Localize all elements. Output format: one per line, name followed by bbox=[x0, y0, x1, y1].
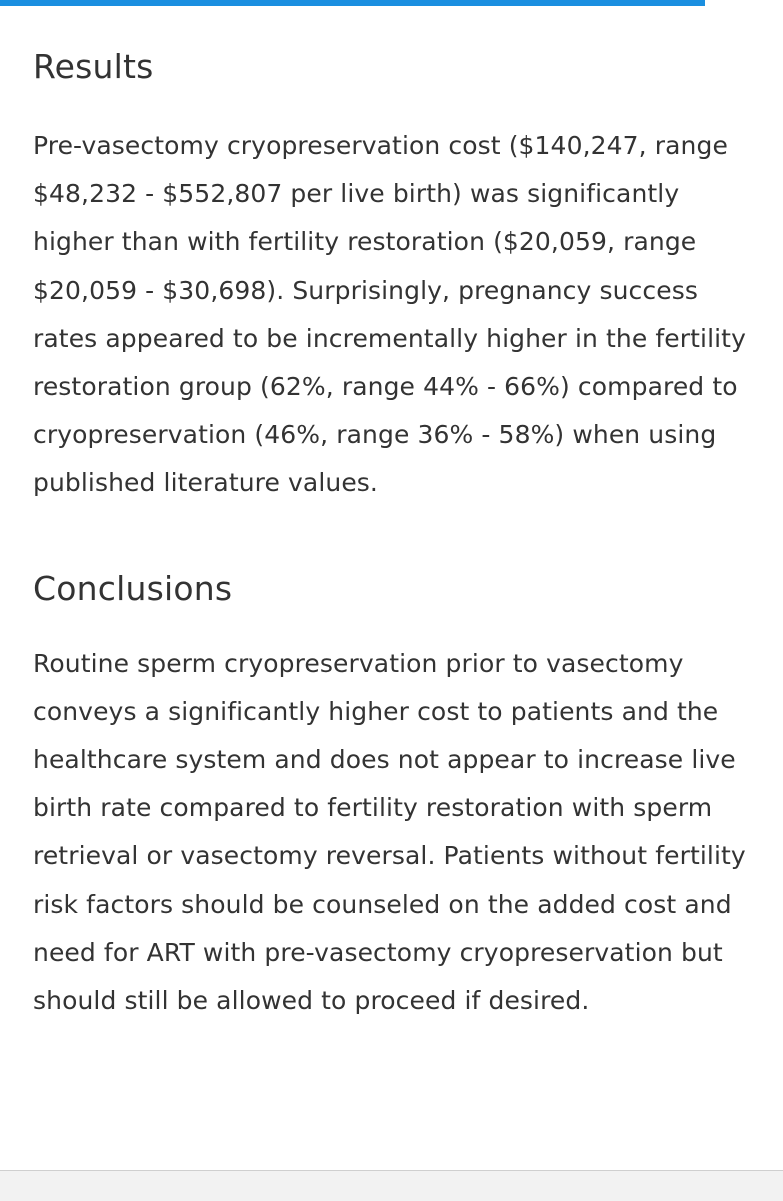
conclusions-text: Routine sperm cryopreservation prior to vasectomy conveys a significantly higher cost to patients and the healthcare system and does not appear to increase live birth rate compared to fertility restoration with sperm retrieval or vasectomy reversal. Patients without fertility risk factors should be counseled on the added cost and need for ART with pre-vasectomy cryopreservation but should still be allowed to proceed if desired. bbox=[33, 648, 746, 1016]
conclusions-heading: Conclusions bbox=[33, 568, 233, 608]
abstract-content bbox=[33, 38, 753, 1025]
reading-progress-fill bbox=[0, 0, 705, 6]
results-heading: Results bbox=[33, 47, 154, 86]
bottom-toolbar bbox=[0, 1170, 783, 1201]
reading-progress-bar bbox=[0, 0, 783, 6]
results-text: Pre-vasectomy cryopreservation cost ($140,247, range $48,232 - $552,807 per live birth) was significantly higher than with fertility restoration ($20,059, range $20,059 - $30,698). Surprisingly, pregnancy success rates appeared to be incrementally higher in the fertility restoration group (62%, range 44% - 66%) compared to cryopreservation (46%, range 36% - 58%) when using published literature values. bbox=[33, 131, 746, 498]
